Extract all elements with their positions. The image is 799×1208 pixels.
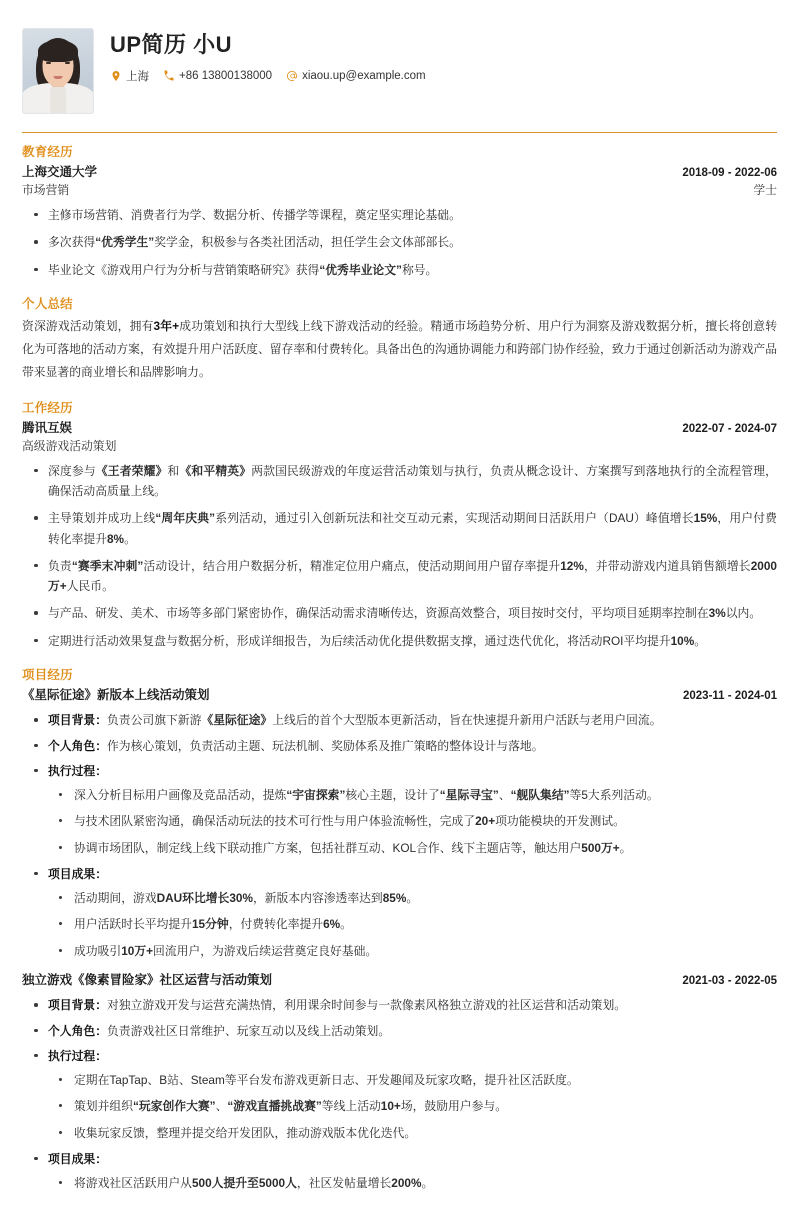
- contact-email: [286, 70, 426, 82]
- contact-email-text: xiaou.up@example.com: [302, 70, 426, 83]
- email-at-icon: [286, 70, 298, 82]
- sub-list-item: 策划并组织“玩家创作大赛”、“游戏直播挑战赛”等线上活动10+场，鼓励用户参与。: [48, 1096, 777, 1116]
- project-background: 项目背景：对独立游戏开发与运营充满热情，利用课余时间参与一款像素风格独立游戏的社区运营和活动策划。: [22, 995, 777, 1015]
- list-item: 与产品、研发、美术、市场等多部门紧密协作，确保活动需求清晰传达，资源高效整合，项目按时交付，平均项目延期率控制在3%以内。: [22, 603, 777, 623]
- education-degree: 学士: [753, 183, 777, 198]
- sub-list-item: 成功吸引10万+回流用户，为游戏后续运营奠定良好基础。: [48, 941, 777, 961]
- list-item: 主导策划并成功上线“周年庆典”系列活动，通过引入创新玩法和社交互动元素，实现活动期间日活跃用户（DAU）峰值增长15%，用户付费转化率提升8%。: [22, 508, 777, 549]
- summary-text: 资深游戏活动策划，拥有3年+成功策划和执行大型线上线下游戏活动的经验。精通市场趋势分析、用户行为洞察及游戏数据分析，擅长将创意转化为可落地的活动方案，有效提升用户活跃度、留存率和付费转化。具备出色的沟通协调能力和跨部门协作经验，致力于通过创新活动为游戏产品带来显著的商业增长和品牌影响力。: [22, 318, 778, 379]
- header-divider: [22, 132, 777, 133]
- work-bullets: [22, 461, 777, 651]
- list-item: 主修市场营销、消费者行为学、数据分析、传播学等课程，奠定坚实理论基础。: [22, 205, 777, 225]
- sub-list-item: 将游戏社区活跃用户从500人提升至5000人，社区发帖量增长200%。: [48, 1173, 777, 1193]
- sub-bullet-list: [48, 888, 777, 961]
- project-entry: [22, 971, 777, 1194]
- profile-photo: [22, 28, 94, 114]
- education-school: 上海交通大学: [22, 165, 98, 179]
- education-entry: [22, 163, 777, 280]
- projects-list: [22, 686, 777, 1194]
- section-work: [22, 398, 777, 651]
- project-role: 个人角色：负责游戏社区日常维护、玩家互动以及线上活动策划。: [22, 1021, 777, 1041]
- resume-header: [22, 28, 777, 126]
- contact-phone-text: +86 13800138000: [179, 70, 273, 83]
- project-results: 项目成果： 将游戏社区活跃用户从500人提升至5000人，社区发帖量增长200%。: [22, 1149, 777, 1194]
- work-company: 腾讯互娱: [22, 420, 73, 435]
- section-title-education: 教育经历: [22, 145, 73, 159]
- project-entry: [22, 686, 777, 961]
- project-entry-head: [22, 971, 777, 990]
- sub-bullet-list: [48, 1173, 777, 1193]
- project-entry-head: [22, 686, 777, 705]
- project-name: 独立游戏《像素冒险家》社区运营与活动策划: [22, 973, 273, 988]
- header-text-block: [110, 28, 436, 84]
- education-entry-sub: [22, 182, 777, 200]
- list-item: 负责“赛季末冲刺”活动设计，结合用户数据分析，精准定位用户痛点，使活动期间用户留存率提升12%，并带动游戏内道具销售额增长2000万+人民币。: [22, 556, 777, 597]
- project-process: 执行过程： 深入分析目标用户画像及竞品活动，提炼“宇宙探索”核心主题，设计了“星际寻宝”、“舰队集结”等5大系列活动。 与技术团队紧密沟通，确保活动玩法的技术可行性与用户体验流畅性，完成了20+项功能模块的开发测试。 协调市场团队，制定线上线下联动推广方案，包括社群互动、KOL合作、线下主题店等，触达用户500万+。: [22, 761, 777, 858]
- list-item: 多次获得“优秀学生”奖学金，积极参与各类社团活动，担任学生会文体部部长。: [22, 232, 777, 252]
- work-entry-head: [22, 419, 777, 438]
- list-item: 定期进行活动效果复盘与数据分析，形成详细报告，为后续活动优化提供数据支撑，通过迭代优化，将活动ROI平均提升10%。: [22, 631, 777, 651]
- sub-list-item: 定期在TapTap、B站、Steam等平台发布游戏更新日志、开发趣闻及玩家攻略，提升社区活跃度。: [48, 1070, 777, 1090]
- project-date: 2023-11 - 2024-01: [683, 689, 777, 702]
- section-title-summary: 个人总结: [22, 296, 73, 311]
- project-results: 项目成果： 活动期间，游戏DAU环比增长30%，新版本内容渗透率达到85%。 用户活跃时长平均提升15分钟，付费转化率提升6%。 成功吸引10万+回流用户，为游戏后续运营奠定良好基础。: [22, 864, 777, 961]
- project-name: 《星际征途》新版本上线活动策划: [22, 687, 210, 702]
- list-item: 深度参与《王者荣耀》和《和平精英》两款国民级游戏的年度运营活动策划与执行，负责从概念设计、方案撰写到落地执行的全流程管理，确保活动高质量上线。: [22, 461, 777, 502]
- sub-list-item: 用户活跃时长平均提升15分钟，付费转化率提升6%。: [48, 914, 777, 934]
- sub-list-item: 与技术团队紧密沟通，确保活动玩法的技术可行性与用户体验流畅性，完成了20+项功能模块的开发测试。: [48, 811, 777, 831]
- work-date: 2022-07 - 2024-07: [682, 422, 777, 435]
- work-entry: [22, 419, 777, 651]
- section-title-work: 工作经历: [22, 400, 73, 415]
- education-major: 市场营销: [22, 183, 70, 198]
- project-role: 个人角色：作为核心策划，负责活动主题、玩法机制、奖励体系及推广策略的整体设计与落地。: [22, 736, 777, 756]
- education-entry-head: [22, 163, 777, 182]
- section-projects: [22, 665, 777, 1194]
- project-bullets: [22, 710, 777, 961]
- project-background: 项目背景：负责公司旗下新游《星际征途》上线后的首个大型版本更新活动，旨在快速提升新用户活跃与老用户回流。: [22, 710, 777, 730]
- list-item: 毕业论文《游戏用户行为分析与营销策略研究》获得“优秀毕业论文”称号。: [22, 260, 777, 280]
- section-title-projects: 项目经历: [22, 667, 73, 682]
- project-bullets: [22, 995, 777, 1193]
- work-entry-sub: [22, 438, 777, 456]
- section-summary: [22, 294, 777, 384]
- sub-bullet-list: [48, 785, 777, 858]
- page-title: UP简历 小U: [110, 32, 233, 57]
- education-bullets: [22, 205, 777, 280]
- contact-phone: [163, 70, 272, 82]
- education-date: 2018-09 - 2022-06: [682, 167, 777, 179]
- contact-row: [110, 68, 436, 84]
- project-process: 执行过程： 定期在TapTap、B站、Steam等平台发布游戏更新日志、开发趣闻及玩家攻略，提升社区活跃度。 策划并组织“玩家创作大赛”、“游戏直播挑战赛”等线上活动10+场，鼓励用户参与。 收集玩家反馈，整理并提交给开发团队，推动游戏版本优化迭代。: [22, 1046, 777, 1143]
- location-pin-icon: [110, 70, 122, 82]
- sub-list-item: 收集玩家反馈，整理并提交给开发团队，推动游戏版本优化迭代。: [48, 1123, 777, 1143]
- sub-list-item: 协调市场团队，制定线上线下联动推广方案，包括社群互动、KOL合作、线下主题店等，触达用户500万+。: [48, 838, 777, 858]
- sub-list-item: 活动期间，游戏DAU环比增长30%，新版本内容渗透率达到85%。: [48, 888, 777, 908]
- phone-icon: [163, 70, 175, 82]
- section-education: [22, 142, 777, 280]
- sub-list-item: 深入分析目标用户画像及竞品活动，提炼“宇宙探索”核心主题，设计了“星际寻宝”、“舰队集结”等5大系列活动。: [48, 785, 777, 805]
- contact-location: [110, 68, 149, 84]
- sub-bullet-list: [48, 1070, 777, 1143]
- project-date: 2021-03 - 2022-05: [682, 975, 777, 988]
- contact-location-text: 上海: [126, 71, 149, 84]
- work-role: 高级游戏活动策划: [22, 439, 117, 454]
